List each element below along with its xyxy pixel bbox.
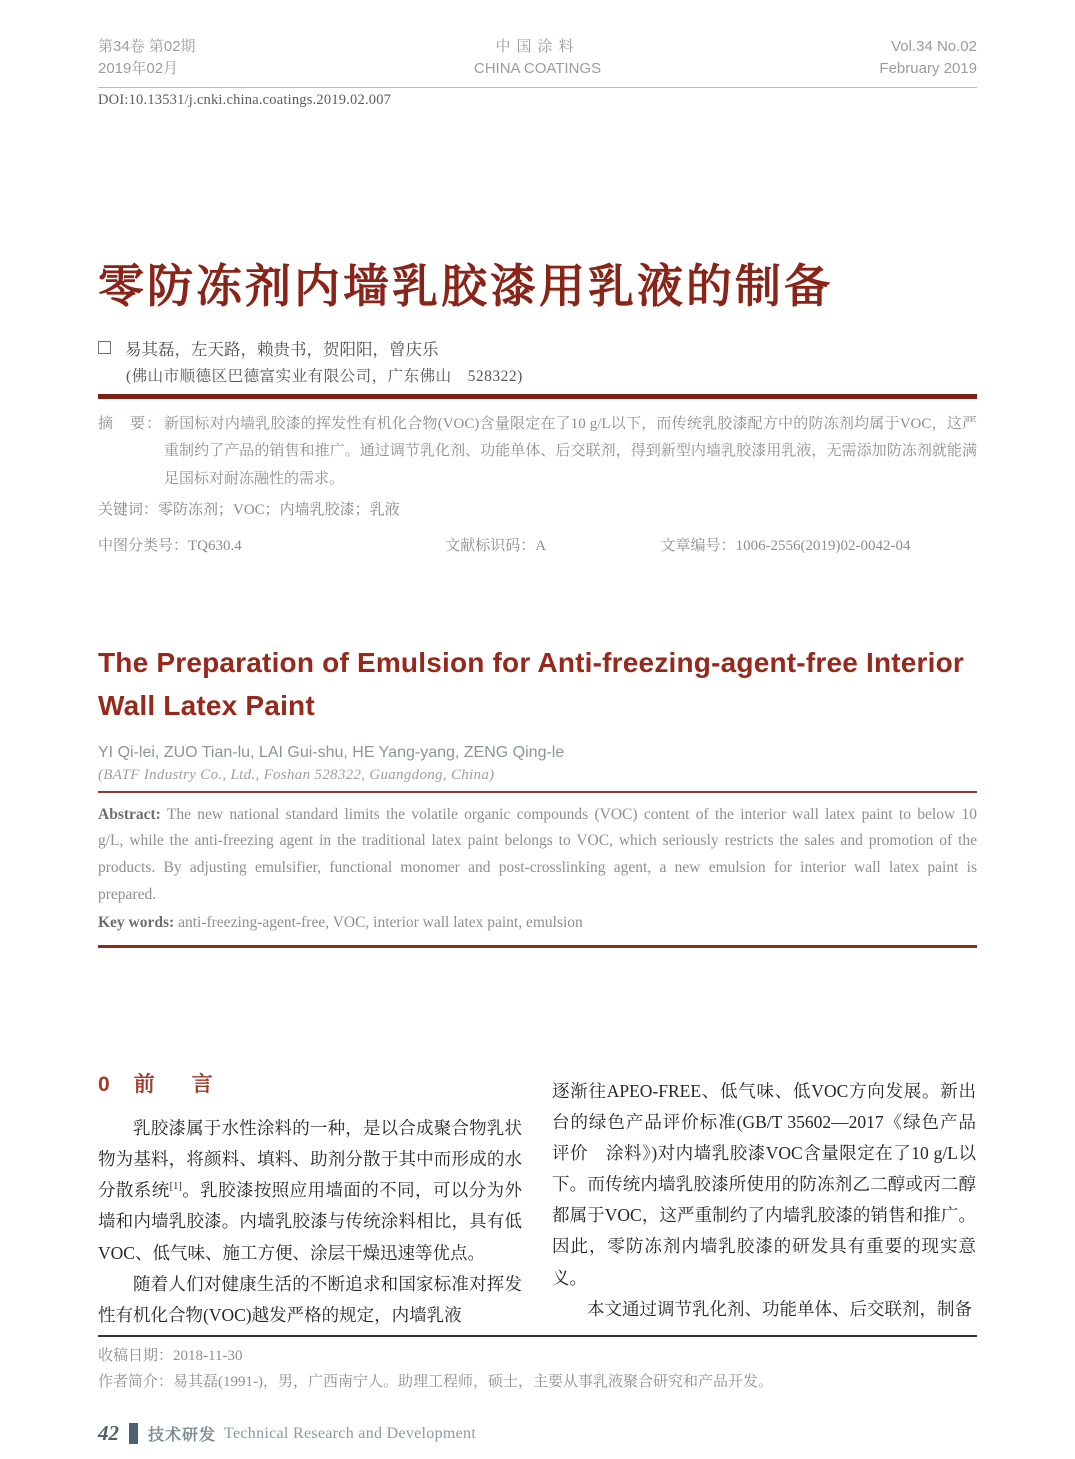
doc-code-value: A: [535, 538, 547, 555]
keywords-en: [98, 910, 977, 936]
abstract-en: [98, 802, 977, 909]
masthead: [98, 36, 977, 88]
author-bio-label: 作者简介：: [98, 1373, 174, 1390]
english-affiliation-rule: [98, 791, 977, 793]
date-cn: 2019年02月: [98, 59, 179, 77]
keywords-en-label: Key words:: [98, 914, 175, 932]
masthead-left: [98, 36, 196, 80]
clc-value: TQ630.4: [188, 538, 242, 555]
authors-en: YI Qi-lei, ZUO Tian-lu, LAI Gui-shu, HE Yang-yang, ZENG Qing-le: [98, 743, 565, 761]
abstract-cn-label: 摘 要：: [98, 415, 163, 432]
abstract-en-text: The new national standard limits the volatile organic compounds (VOC) content of the interior wall latex paint to below 10 g/L, while the anti-freezing agent in the traditional latex paint belongs to VOC, which seriously restricts the sales and promotion of the products. By adjusting emulsifier, functional monomer and post-crosslinking agent, a new emulsion for interior wall latex paint is prepared.: [98, 805, 977, 903]
body-paragraph: 随着人们对健康生活的不断追求和国家标准对挥发性有机化合物(VOC)越发严格的规定，内墙乳液: [98, 1273, 522, 1325]
received-date-value: 2018-11-30: [173, 1348, 243, 1365]
author-bio-value: 易其磊(1991-)，男，广西南宁人。助理工程师，硕士，主要从事乳液聚合研究和产品开发。: [173, 1373, 774, 1390]
footer-section-en: Technical Research and Development: [224, 1424, 477, 1442]
classification-row: [98, 532, 977, 561]
abstract-cn-block: [98, 411, 977, 561]
article-id-item: [661, 532, 977, 561]
masthead-right: [879, 36, 977, 80]
affiliation-cn: (佛山市顺德区巴德富实业有限公司，广东佛山 528322): [126, 367, 523, 385]
doi: DOI:10.13531/j.cnki.china.coatings.2019.02.007: [98, 91, 392, 108]
keywords-divider-rule: [98, 945, 977, 948]
footnote-block: [98, 1335, 977, 1395]
paragraph-text: 乳胶漆属于水性涂料的一种，是以合成聚合物乳状物为基料，将颜料、填料、助剂分散于其中而形成的水分散系统: [98, 1118, 522, 1201]
article-id-value: 1006-2556(2019)02-0042-04: [735, 538, 911, 555]
authors-cn: 易其磊，左天路，赖贵书，贺阳阳，曾庆乐: [125, 339, 439, 359]
clc-item: [98, 532, 445, 561]
body-paragraph: 逐渐往APEO-FREE、低气味、低VOC方向发展。新出台的绿色产品评价标准(GB/T 35602—2017《绿色产品评价 涂料》)对内墙乳胶漆VOC含量限定在了10 g/L以下。而传统内墙乳胶漆所使用的防冻剂乙二醇或丙二醇都属于VOC，这严重制约了内墙乳胶漆的销售和推广。因此，零防冻剂内墙乳胶漆的研发具有重要的现实意义。: [552, 1080, 976, 1288]
body-columns: [98, 1066, 977, 1331]
body-paragraph: [98, 1113, 522, 1269]
section-number: 0: [98, 1072, 112, 1096]
authors-cn-row: [98, 336, 977, 360]
journal-name-cn: 中国涂料: [495, 38, 580, 55]
affiliation-en: (BATF Industry Co., Ltd., Foshan 528322, Guangdong, China): [98, 766, 495, 783]
abstract-cn-text: 新国标对内墙乳胶漆的挥发性有机化合物(VOC)含量限定在了10 g/L以下，而传统乳胶漆配方中的防冻剂均属于VOC，这严重制约了产品的销售和推广。通过调节乳化剂、功能单体、后交联剂，得到新型内墙乳胶漆用乳液，无需添加防冻剂就能满足国标对耐冻融性的需求。: [164, 415, 977, 488]
date-en: February 2019: [879, 59, 977, 77]
body-column-left: [98, 1066, 522, 1331]
section-heading: [98, 1066, 522, 1103]
volume-issue-cn: 第34卷 第02期: [98, 38, 196, 55]
footer-bar-icon: [129, 1423, 138, 1444]
body-column-right: [552, 1066, 976, 1331]
footer-section-cn: 技术研发: [148, 1427, 217, 1445]
received-date-row: [98, 1344, 977, 1370]
keywords-cn-text: 零防冻剂；VOC；内墙乳胶漆；乳液: [158, 501, 400, 518]
abstract-en-label: Abstract:: [98, 805, 161, 823]
journal-name-en: CHINA COATINGS: [473, 59, 602, 77]
citation-ref: [1]: [169, 1181, 182, 1193]
page-number: 42: [98, 1421, 119, 1446]
received-date-label: 收稿日期：: [98, 1348, 174, 1365]
volume-issue-en: Vol.34 No.02: [891, 38, 977, 55]
page-footer: [98, 1421, 977, 1446]
article-title-en: The Preparation of Emulsion for Anti-freezing-agent-free Interior Wall Latex Paint: [98, 646, 965, 722]
keywords-cn-row: [98, 496, 977, 525]
keywords-en-text: anti-freezing-agent-free, VOC, interior wall latex paint, emulsion: [174, 914, 583, 932]
masthead-center: [474, 36, 601, 80]
section-title: 前 言: [133, 1072, 221, 1096]
paragraph-text: 。乳胶漆按照应用墙面的不同，可以分为外墙和内墙乳胶漆。内墙乳胶漆与传统涂料相比，具有低VOC、低气味、施工方便、涂层干燥迅速等优点。: [98, 1180, 522, 1263]
author-bio-row: [98, 1370, 977, 1396]
article-id-label: 文章编号：: [660, 538, 736, 555]
keywords-cn-label: 关键词：: [98, 501, 159, 518]
doc-code-label: 文献标识码：: [445, 538, 536, 555]
doc-code-item: [445, 532, 660, 561]
clc-label: 中图分类号：: [98, 538, 189, 555]
article-title-cn: 零防冻剂内墙乳胶漆用乳液的制备: [98, 259, 833, 312]
body-paragraph: 本文通过调节乳化剂、功能单体、后交联剂，制备: [587, 1298, 972, 1319]
author-square-icon: [98, 341, 111, 354]
title-divider-rule: [98, 394, 977, 399]
abstract-cn-row: [98, 411, 977, 494]
